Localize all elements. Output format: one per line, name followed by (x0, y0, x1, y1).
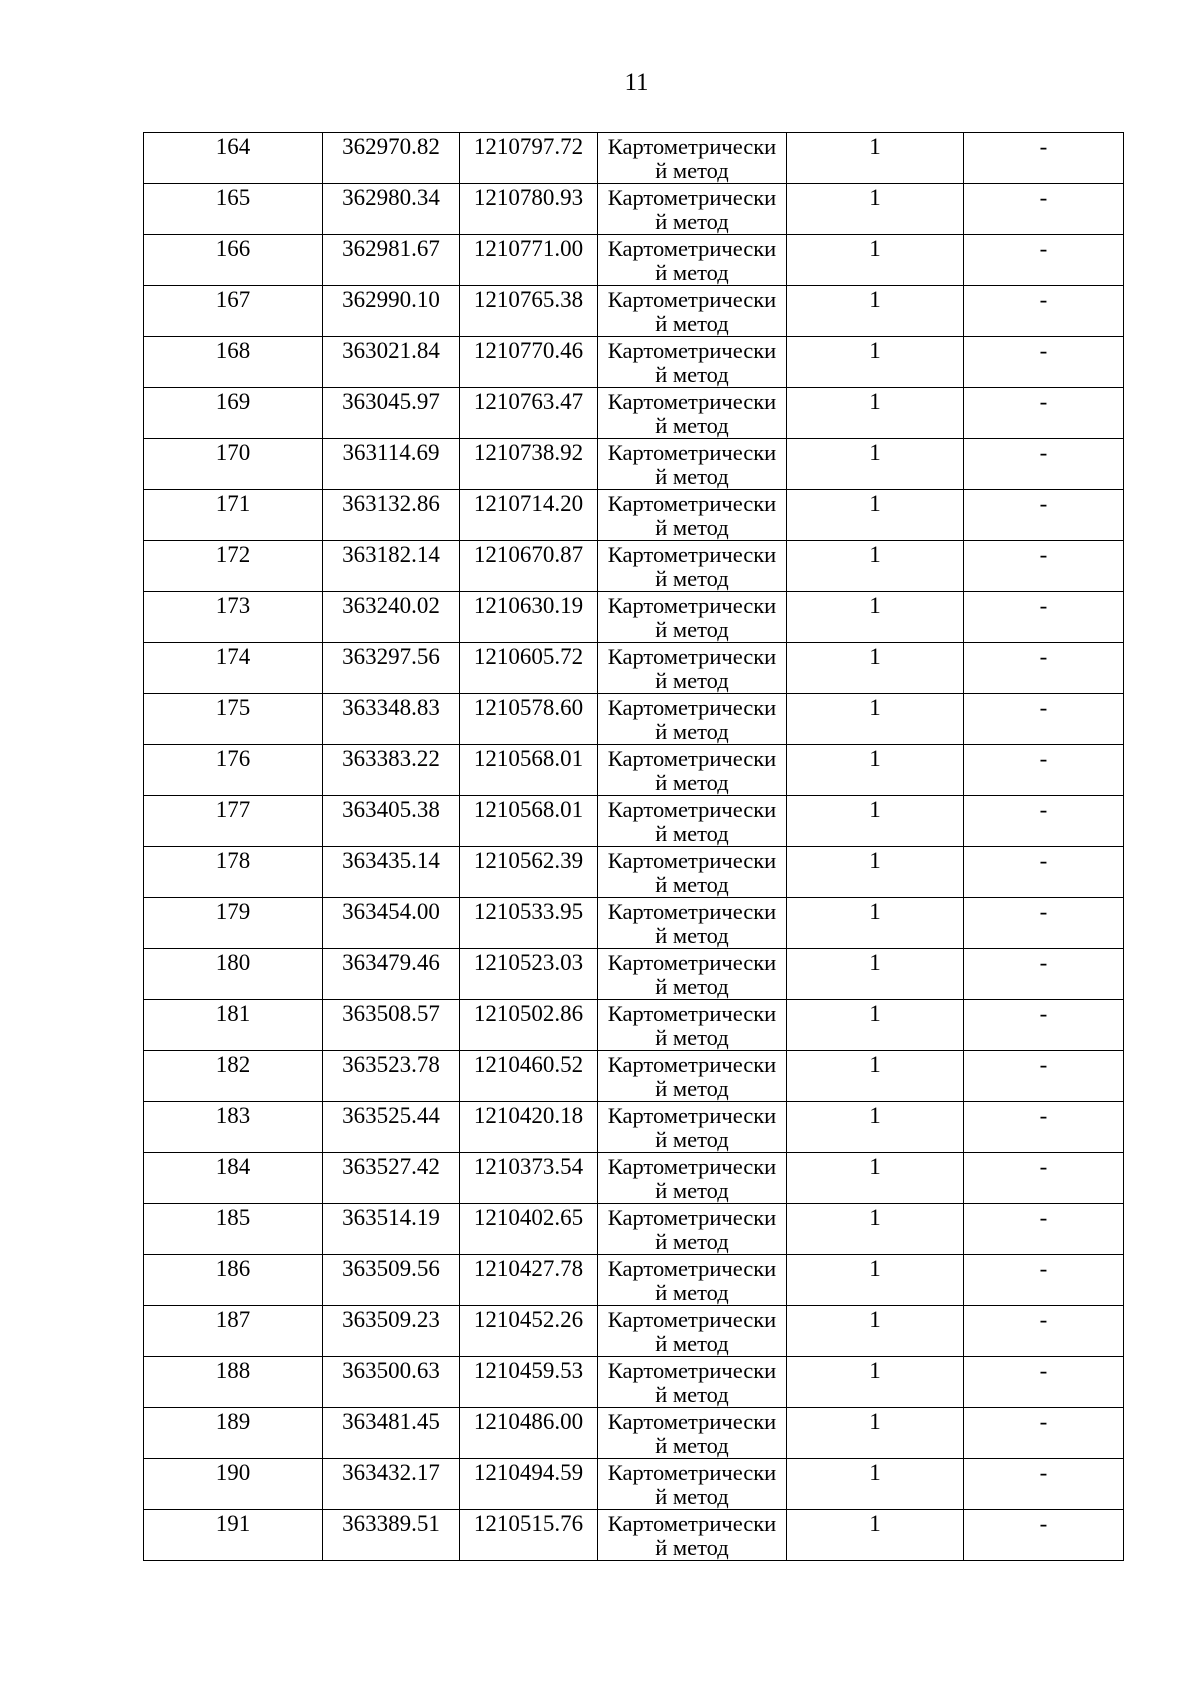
y-coordinate-cell: 1210797.72 (460, 133, 598, 184)
point-number-cell: 181 (144, 1000, 323, 1051)
point-number-cell: 191 (144, 1510, 323, 1561)
point-number-cell: 169 (144, 388, 323, 439)
y-coordinate-cell: 1210420.18 (460, 1102, 598, 1153)
description-cell: - (964, 745, 1124, 796)
table-row (144, 184, 1124, 235)
x-coordinate-cell: 363182.14 (323, 541, 460, 592)
y-coordinate-cell: 1210402.65 (460, 1204, 598, 1255)
method-cell (598, 1408, 787, 1459)
method-cell (598, 949, 787, 1000)
method-text-line1: Картометрически (607, 440, 777, 465)
table-row (144, 898, 1124, 949)
accuracy-cell: 1 (787, 1255, 964, 1306)
point-number-cell: 165 (144, 184, 323, 235)
accuracy-cell: 1 (787, 1204, 964, 1255)
method-text-line2: й метод (655, 1535, 729, 1560)
method-text-line2: й метод (655, 1280, 729, 1305)
table-row (144, 388, 1124, 439)
x-coordinate-cell: 363348.83 (323, 694, 460, 745)
table-row (144, 592, 1124, 643)
table-row (144, 1408, 1124, 1459)
description-cell: - (964, 184, 1124, 235)
point-number-cell: 174 (144, 643, 323, 694)
point-number-cell: 190 (144, 1459, 323, 1510)
point-number-cell: 167 (144, 286, 323, 337)
table-row (144, 1000, 1124, 1051)
method-cell (598, 1000, 787, 1051)
table-row (144, 1459, 1124, 1510)
y-coordinate-cell: 1210670.87 (460, 541, 598, 592)
accuracy-cell: 1 (787, 439, 964, 490)
accuracy-cell: 1 (787, 337, 964, 388)
x-coordinate-cell: 363454.00 (323, 898, 460, 949)
method-text-line2: й метод (655, 974, 729, 999)
point-number-cell: 179 (144, 898, 323, 949)
method-cell (598, 643, 787, 694)
method-text-line2: й метод (655, 617, 729, 642)
table-row (144, 286, 1124, 337)
method-text-line2: й метод (655, 770, 729, 795)
accuracy-cell: 1 (787, 184, 964, 235)
accuracy-cell: 1 (787, 490, 964, 541)
method-text-line2: й метод (655, 1382, 729, 1407)
description-cell: - (964, 439, 1124, 490)
method-text-line1: Картометрически (607, 1205, 777, 1230)
point-number-cell: 189 (144, 1408, 323, 1459)
table-row (144, 949, 1124, 1000)
x-coordinate-cell: 363481.45 (323, 1408, 460, 1459)
point-number-cell: 175 (144, 694, 323, 745)
accuracy-cell: 1 (787, 1357, 964, 1408)
x-coordinate-cell: 363405.38 (323, 796, 460, 847)
table-row (144, 133, 1124, 184)
method-cell (598, 847, 787, 898)
accuracy-cell: 1 (787, 1102, 964, 1153)
description-cell: - (964, 1306, 1124, 1357)
method-cell (598, 694, 787, 745)
point-number-cell: 168 (144, 337, 323, 388)
accuracy-cell: 1 (787, 949, 964, 1000)
table-row (144, 490, 1124, 541)
method-text-line2: й метод (655, 158, 729, 183)
method-text-line2: й метод (655, 1127, 729, 1152)
x-coordinate-cell: 363114.69 (323, 439, 460, 490)
description-cell: - (964, 1204, 1124, 1255)
method-text-line2: й метод (655, 464, 729, 489)
method-text-line2: й метод (655, 260, 729, 285)
method-cell (598, 1459, 787, 1510)
description-cell: - (964, 796, 1124, 847)
point-number-cell: 185 (144, 1204, 323, 1255)
method-text-line2: й метод (655, 923, 729, 948)
y-coordinate-cell: 1210427.78 (460, 1255, 598, 1306)
accuracy-cell: 1 (787, 745, 964, 796)
method-cell (598, 439, 787, 490)
x-coordinate-cell: 362970.82 (323, 133, 460, 184)
method-text-line1: Картометрически (607, 134, 777, 159)
description-cell: - (964, 337, 1124, 388)
x-coordinate-cell: 362981.67 (323, 235, 460, 286)
method-cell (598, 490, 787, 541)
method-text-line2: й метод (655, 668, 729, 693)
method-cell (598, 1306, 787, 1357)
method-text-line1: Картометрически (607, 848, 777, 873)
coordinates-table (143, 132, 1124, 1561)
method-cell (598, 1204, 787, 1255)
x-coordinate-cell: 363021.84 (323, 337, 460, 388)
accuracy-cell: 1 (787, 1306, 964, 1357)
y-coordinate-cell: 1210373.54 (460, 1153, 598, 1204)
x-coordinate-cell: 363432.17 (323, 1459, 460, 1510)
method-text-line1: Картометрически (607, 1307, 777, 1332)
description-cell: - (964, 949, 1124, 1000)
description-cell: - (964, 847, 1124, 898)
method-cell (598, 898, 787, 949)
accuracy-cell: 1 (787, 1153, 964, 1204)
method-text-line1: Картометрически (607, 899, 777, 924)
method-text-line2: й метод (655, 209, 729, 234)
table-row (144, 235, 1124, 286)
x-coordinate-cell: 363479.46 (323, 949, 460, 1000)
description-cell: - (964, 1459, 1124, 1510)
method-cell (598, 1357, 787, 1408)
method-text-line1: Картометрически (607, 1001, 777, 1026)
method-text-line2: й метод (655, 566, 729, 591)
table-row (144, 796, 1124, 847)
method-text-line2: й метод (655, 821, 729, 846)
method-text-line1: Картометрически (607, 287, 777, 312)
y-coordinate-cell: 1210605.72 (460, 643, 598, 694)
method-text-line1: Картометрически (607, 491, 777, 516)
method-text-line1: Картометрически (607, 338, 777, 363)
x-coordinate-cell: 363500.63 (323, 1357, 460, 1408)
method-text-line1: Картометрически (607, 542, 777, 567)
accuracy-cell: 1 (787, 388, 964, 439)
y-coordinate-cell: 1210771.00 (460, 235, 598, 286)
point-number-cell: 178 (144, 847, 323, 898)
method-cell (598, 388, 787, 439)
y-coordinate-cell: 1210763.47 (460, 388, 598, 439)
method-text-line1: Картометрически (607, 695, 777, 720)
method-cell (598, 1255, 787, 1306)
description-cell: - (964, 1000, 1124, 1051)
point-number-cell: 173 (144, 592, 323, 643)
x-coordinate-cell: 363240.02 (323, 592, 460, 643)
method-cell (598, 184, 787, 235)
accuracy-cell: 1 (787, 235, 964, 286)
method-cell (598, 337, 787, 388)
method-text-line2: й метод (655, 719, 729, 744)
y-coordinate-cell: 1210562.39 (460, 847, 598, 898)
table-row (144, 745, 1124, 796)
description-cell: - (964, 490, 1124, 541)
coordinates-table-body (144, 133, 1124, 1561)
point-number-cell: 166 (144, 235, 323, 286)
y-coordinate-cell: 1210533.95 (460, 898, 598, 949)
x-coordinate-cell: 363523.78 (323, 1051, 460, 1102)
accuracy-cell: 1 (787, 1510, 964, 1561)
description-cell: - (964, 1051, 1124, 1102)
x-coordinate-cell: 363389.51 (323, 1510, 460, 1561)
y-coordinate-cell: 1210568.01 (460, 796, 598, 847)
y-coordinate-cell: 1210630.19 (460, 592, 598, 643)
point-number-cell: 182 (144, 1051, 323, 1102)
y-coordinate-cell: 1210738.92 (460, 439, 598, 490)
method-text-line1: Картометрически (607, 950, 777, 975)
description-cell: - (964, 1357, 1124, 1408)
method-text-line1: Картометрически (607, 1358, 777, 1383)
method-text-line1: Картометрически (607, 1052, 777, 1077)
method-text-line2: й метод (655, 1433, 729, 1458)
accuracy-cell: 1 (787, 1051, 964, 1102)
x-coordinate-cell: 363525.44 (323, 1102, 460, 1153)
accuracy-cell: 1 (787, 643, 964, 694)
method-cell (598, 286, 787, 337)
description-cell: - (964, 541, 1124, 592)
method-text-line2: й метод (655, 1025, 729, 1050)
method-text-line2: й метод (655, 311, 729, 336)
method-text-line2: й метод (655, 1076, 729, 1101)
point-number-cell: 187 (144, 1306, 323, 1357)
method-cell (598, 592, 787, 643)
x-coordinate-cell: 363527.42 (323, 1153, 460, 1204)
table-row (144, 439, 1124, 490)
table-row (144, 1306, 1124, 1357)
table-row (144, 643, 1124, 694)
description-cell: - (964, 235, 1124, 286)
y-coordinate-cell: 1210780.93 (460, 184, 598, 235)
table-row (144, 1255, 1124, 1306)
description-cell: - (964, 388, 1124, 439)
method-cell (598, 1102, 787, 1153)
point-number-cell: 180 (144, 949, 323, 1000)
method-text-line1: Картометрически (607, 236, 777, 261)
y-coordinate-cell: 1210459.53 (460, 1357, 598, 1408)
method-cell (598, 1153, 787, 1204)
accuracy-cell: 1 (787, 541, 964, 592)
description-cell: - (964, 1102, 1124, 1153)
method-cell (598, 541, 787, 592)
description-cell: - (964, 286, 1124, 337)
y-coordinate-cell: 1210502.86 (460, 1000, 598, 1051)
point-number-cell: 188 (144, 1357, 323, 1408)
point-number-cell: 171 (144, 490, 323, 541)
accuracy-cell: 1 (787, 1408, 964, 1459)
description-cell: - (964, 1408, 1124, 1459)
x-coordinate-cell: 363509.23 (323, 1306, 460, 1357)
method-text-line1: Картометрически (607, 1154, 777, 1179)
y-coordinate-cell: 1210494.59 (460, 1459, 598, 1510)
y-coordinate-cell: 1210578.60 (460, 694, 598, 745)
y-coordinate-cell: 1210486.00 (460, 1408, 598, 1459)
method-text-line1: Картометрически (607, 593, 777, 618)
y-coordinate-cell: 1210770.46 (460, 337, 598, 388)
method-text-line1: Картометрически (607, 1511, 777, 1536)
x-coordinate-cell: 363045.97 (323, 388, 460, 439)
x-coordinate-cell: 363297.56 (323, 643, 460, 694)
table-row (144, 1357, 1124, 1408)
point-number-cell: 183 (144, 1102, 323, 1153)
x-coordinate-cell: 362980.34 (323, 184, 460, 235)
description-cell: - (964, 1255, 1124, 1306)
method-text-line2: й метод (655, 1331, 729, 1356)
x-coordinate-cell: 363383.22 (323, 745, 460, 796)
table-row (144, 1204, 1124, 1255)
method-text-line2: й метод (655, 1229, 729, 1254)
accuracy-cell: 1 (787, 847, 964, 898)
x-coordinate-cell: 362990.10 (323, 286, 460, 337)
table-row (144, 1510, 1124, 1561)
y-coordinate-cell: 1210714.20 (460, 490, 598, 541)
point-number-cell: 170 (144, 439, 323, 490)
description-cell: - (964, 643, 1124, 694)
method-text-line1: Картометрически (607, 746, 777, 771)
method-text-line1: Картометрически (607, 185, 777, 210)
description-cell: - (964, 1510, 1124, 1561)
point-number-cell: 186 (144, 1255, 323, 1306)
method-text-line1: Картометрически (607, 1256, 777, 1281)
table-row (144, 694, 1124, 745)
accuracy-cell: 1 (787, 796, 964, 847)
y-coordinate-cell: 1210460.52 (460, 1051, 598, 1102)
table-row (144, 1051, 1124, 1102)
description-cell: - (964, 694, 1124, 745)
method-cell (598, 1051, 787, 1102)
method-text-line2: й метод (655, 413, 729, 438)
point-number-cell: 172 (144, 541, 323, 592)
accuracy-cell: 1 (787, 898, 964, 949)
accuracy-cell: 1 (787, 133, 964, 184)
accuracy-cell: 1 (787, 1459, 964, 1510)
method-cell (598, 745, 787, 796)
y-coordinate-cell: 1210568.01 (460, 745, 598, 796)
table-row (144, 337, 1124, 388)
method-text-line2: й метод (655, 1484, 729, 1509)
method-text-line1: Картометрически (607, 1460, 777, 1485)
method-cell (598, 796, 787, 847)
description-cell: - (964, 898, 1124, 949)
method-text-line2: й метод (655, 362, 729, 387)
accuracy-cell: 1 (787, 286, 964, 337)
point-number-cell: 177 (144, 796, 323, 847)
point-number-cell: 176 (144, 745, 323, 796)
method-text-line2: й метод (655, 1178, 729, 1203)
method-text-line2: й метод (655, 872, 729, 897)
y-coordinate-cell: 1210452.26 (460, 1306, 598, 1357)
method-text-line1: Картометрически (607, 797, 777, 822)
x-coordinate-cell: 363508.57 (323, 1000, 460, 1051)
method-text-line1: Картометрически (607, 389, 777, 414)
method-cell (598, 133, 787, 184)
accuracy-cell: 1 (787, 1000, 964, 1051)
method-text-line2: й метод (655, 515, 729, 540)
method-cell (598, 1510, 787, 1561)
description-cell: - (964, 133, 1124, 184)
method-text-line1: Картометрически (607, 644, 777, 669)
table-row (144, 847, 1124, 898)
description-cell: - (964, 592, 1124, 643)
y-coordinate-cell: 1210523.03 (460, 949, 598, 1000)
method-text-line1: Картометрически (607, 1409, 777, 1434)
table-row (144, 1153, 1124, 1204)
y-coordinate-cell: 1210515.76 (460, 1510, 598, 1561)
point-number-cell: 164 (144, 133, 323, 184)
x-coordinate-cell: 363132.86 (323, 490, 460, 541)
x-coordinate-cell: 363435.14 (323, 847, 460, 898)
x-coordinate-cell: 363509.56 (323, 1255, 460, 1306)
table-row (144, 1102, 1124, 1153)
method-cell (598, 235, 787, 286)
accuracy-cell: 1 (787, 592, 964, 643)
table-row (144, 541, 1124, 592)
method-text-line1: Картометрически (607, 1103, 777, 1128)
page-number: 11 (624, 69, 649, 96)
description-cell: - (964, 1153, 1124, 1204)
y-coordinate-cell: 1210765.38 (460, 286, 598, 337)
accuracy-cell: 1 (787, 694, 964, 745)
point-number-cell: 184 (144, 1153, 323, 1204)
x-coordinate-cell: 363514.19 (323, 1204, 460, 1255)
